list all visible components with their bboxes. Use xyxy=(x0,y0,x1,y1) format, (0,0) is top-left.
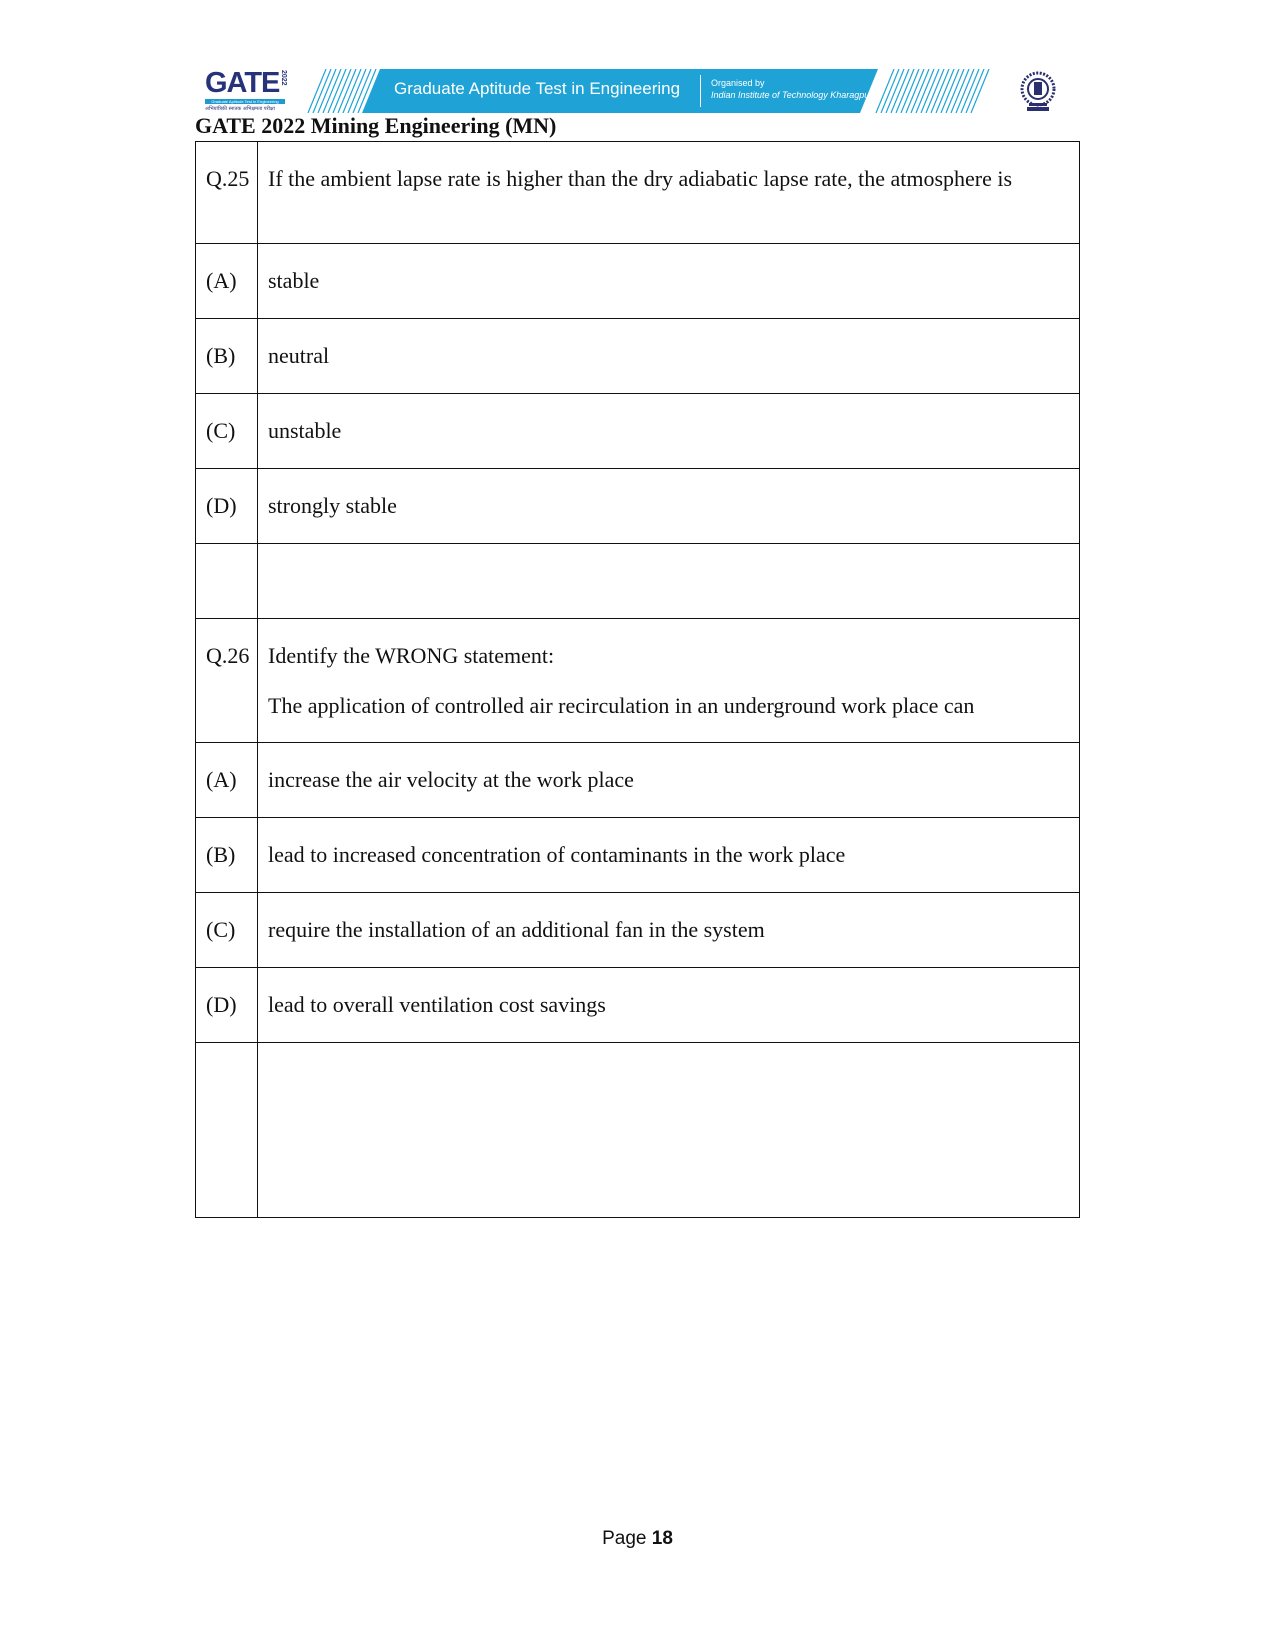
page-label: Page xyxy=(602,1528,647,1549)
option-label: (B) xyxy=(196,319,258,394)
option-row xyxy=(196,743,1080,818)
option-label: (C) xyxy=(196,893,258,968)
gate-logo-year: 2022 xyxy=(280,70,287,86)
spacer-row xyxy=(196,1043,1080,1218)
gate-logo-tagline: Graduate Aptitude Test in Engineering xyxy=(205,99,285,104)
option-label: (C) xyxy=(196,394,258,469)
option-text: stable xyxy=(258,244,1080,319)
organiser-name: Indian Institute of Technology Kharagpur xyxy=(711,90,873,100)
option-label: (B) xyxy=(196,818,258,893)
question-table xyxy=(195,141,1080,1218)
question-stem: The application of controlled air recirculation in an underground work place can xyxy=(268,693,975,718)
option-row xyxy=(196,244,1080,319)
option-label: (A) xyxy=(196,743,258,818)
option-text: lead to increased concentration of contaminants in the work place xyxy=(258,818,1080,893)
question-number: Q.26 xyxy=(196,619,258,743)
option-text: increase the air velocity at the work place xyxy=(258,743,1080,818)
gate-logo xyxy=(205,68,287,114)
option-label: (D) xyxy=(196,968,258,1043)
page-number-value: 18 xyxy=(651,1528,673,1549)
option-text: strongly stable xyxy=(258,469,1080,544)
question-row xyxy=(196,142,1080,244)
spacer-row xyxy=(196,544,1080,619)
option-row xyxy=(196,968,1080,1043)
gate-logo-text: GATE xyxy=(205,67,280,99)
paper-title: GATE 2022 Mining Engineering (MN) xyxy=(195,113,557,138)
question-number: Q.25 xyxy=(196,142,258,244)
gate-logo-hindi: अभियांत्रिकी स्नातक अभिक्षमता परीक्षा xyxy=(205,106,275,112)
option-row xyxy=(196,818,1080,893)
option-row xyxy=(196,469,1080,544)
question-body xyxy=(258,619,1080,743)
option-row xyxy=(196,319,1080,394)
option-label: (A) xyxy=(196,244,258,319)
question-row xyxy=(196,619,1080,743)
organised-by-label: Organised by xyxy=(711,78,765,88)
option-row xyxy=(196,394,1080,469)
question-text: Identify the WRONG statement: xyxy=(268,643,555,668)
banner-divider xyxy=(700,75,701,107)
option-text: unstable xyxy=(258,394,1080,469)
iit-kharagpur-emblem-icon xyxy=(1018,70,1058,114)
question-text: If the ambient lapse rate is higher than the dry adiabatic lapse rate, the atmosphere is xyxy=(258,142,1080,244)
option-label: (D) xyxy=(196,469,258,544)
option-text: lead to overall ventilation cost savings xyxy=(258,968,1080,1043)
option-row xyxy=(196,893,1080,968)
option-text: require the installation of an additional fan in the system xyxy=(258,893,1080,968)
banner-title: Graduate Aptitude Test in Engineering xyxy=(394,79,681,98)
page-number xyxy=(0,1528,1275,1550)
header-banner xyxy=(302,69,994,113)
option-text: neutral xyxy=(258,319,1080,394)
